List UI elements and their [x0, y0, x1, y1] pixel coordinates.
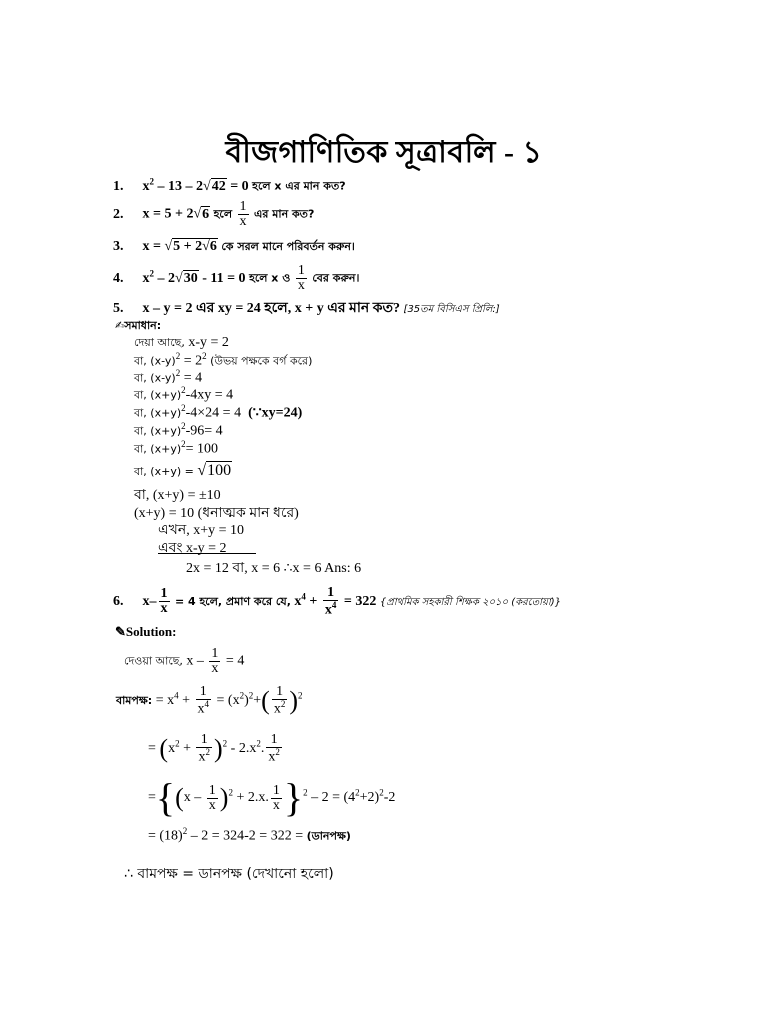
question-2: [113, 200, 314, 229]
solution-2-given: দেওয়া আছে, x – $\frac{1}{x}$ = 4: [124, 646, 245, 676]
question-3-text: কে সরল মানে পরিবর্তন করুন।: [221, 240, 355, 253]
question-1-number: 1.: [113, 178, 124, 194]
question-6-expression-right: $x^4$ + $\frac{1}{x^4}$: [294, 585, 337, 618]
question-5-source: [35তম বিসিএস প্রিলি:]: [403, 304, 500, 315]
question-4-number: 4.: [113, 270, 124, 286]
solution-1-step-7: বা, $(x+y)^2= 100$: [134, 439, 219, 457]
question-3-expression: x = √5 + 2√6: [142, 239, 217, 254]
solution-1-heading: ✍সমাধান:: [115, 319, 162, 332]
solution-1-step-4: বা, $(x+y)^2-4xy = 4$: [134, 385, 234, 403]
question-6-source: {প্রাথমিক সহকারী শিক্ষক ২০১০ (করতোয়া)}: [379, 597, 562, 609]
solution-2-line-3: ={(x – $\frac{1}{x}$ )$^2$ + 2.x. $\frac{1}{x}$ }$^2 - 2 = (4^2+2)^2-2$: [148, 775, 396, 820]
question-2-text: এর মান কত?: [254, 207, 315, 221]
question-6-rhs: = 322: [343, 594, 377, 610]
solution-1-step-5: বা, $(x+y)^2-4\times 24 = 4$ (∵xy=24): [134, 403, 303, 421]
question-4-fraction: $\frac{1}{x}$: [297, 263, 305, 293]
solution-1-step-10: (x+y) = 10 (ধনাত্মক মান ধরে): [134, 506, 299, 521]
question-2-number: 2.: [113, 206, 124, 222]
question-2-fraction: $\frac{1}{x}$: [239, 199, 247, 229]
solution-2-line-2: = ($x^2$ + $\frac{1}{x^2}$ )$^2 - 2.x^2$. $\frac{1}{x^2}$: [148, 732, 280, 765]
question-5-prefix: x – y = 2 এর xy = 24 হলে,: [142, 301, 292, 316]
question-6-mid: = 4 হলে, প্রমাণ করে যে,: [175, 595, 291, 609]
solution-2-conclusion: ∴ বামপক্ষ = ডানপক্ষ (দেখানো হলো): [124, 866, 334, 882]
solution-1-step-13: 2x = 12 বা, x = 6 ∴x = 6 Ans: 6: [186, 561, 362, 576]
question-6: [113, 586, 561, 618]
question-4-expression: $x^2 - 2√30 - 11 = 0$: [142, 268, 246, 286]
solution-1-step-9: বা, (x+y) = ±10: [134, 488, 221, 503]
question-1: [113, 176, 346, 197]
question-5-text: x + y এর মান কত?: [294, 301, 401, 316]
question-2-mid: হলে: [213, 207, 233, 221]
question-4-text: বের করুন।: [312, 271, 360, 285]
question-4-mid: হলে x ও: [249, 271, 291, 285]
solution-1-step-11: এখন, x+y = 10: [158, 523, 244, 538]
question-1-text: হলে x এর মান কত?: [252, 179, 346, 193]
question-5-number: 5.: [113, 301, 124, 316]
solution-1-step-12: এবং x-y = 2: [158, 541, 227, 556]
question-6-number: 6.: [113, 594, 124, 610]
solution-1-step-3: বা, $(x-y)^2 = 4$: [134, 368, 203, 386]
solution-2-line-4: = $(18)^2 - 2 = 324-2 = 322$ = (ডানপক্ষ): [148, 826, 351, 844]
page-title: বীজগাণিতিক সূত্রাবলি - ১: [225, 136, 543, 169]
solution-1-sum-line: [158, 553, 256, 554]
question-3: [113, 238, 355, 257]
solution-2-line-1: বামপক্ষ: = $x^4$ + $\frac{1}{x^4}$ = $(x^2)^2+$( $\frac{1}{x^2}$ )$^2$: [116, 684, 303, 717]
question-3-number: 3.: [113, 239, 124, 254]
solution-1-step-6: বা, $(x+y)^2-96= 4$: [134, 421, 223, 439]
question-2-expression: x = 5 + 2√6: [142, 206, 210, 222]
question-6-expression-left: x– $\frac{1}{x}$: [142, 586, 168, 617]
question-1-expression: $x^2 - 13 - 2√42 = 0$: [142, 176, 249, 194]
solution-1-step-8: বা, (x+y) = √100: [134, 462, 232, 479]
lhs-label: বামপক্ষ:: [116, 694, 153, 708]
solution-2-heading: ✎Solution:: [115, 624, 177, 639]
rhs-label: (ডানপক্ষ): [306, 829, 351, 843]
question-5: [113, 296, 500, 320]
solution-1-step-1: দেয়া আছে, x-y = 2: [134, 335, 229, 350]
solution-1-step-2: বা, $(x-y)^2 = 2^2$ (উভয় পক্ষকে বর্গ করে): [134, 351, 313, 369]
question-4: [113, 264, 359, 293]
